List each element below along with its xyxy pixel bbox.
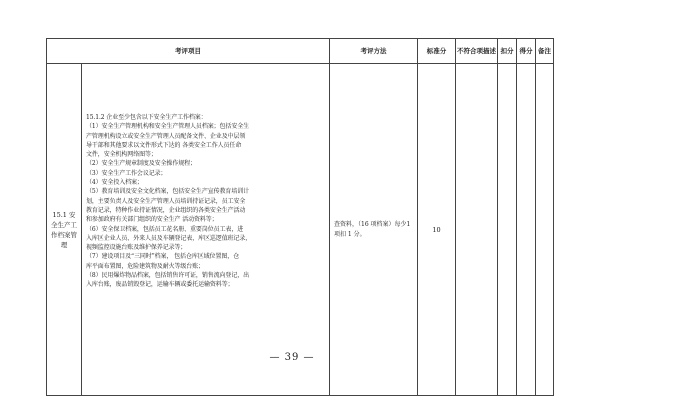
content-line: 和参加政府有关部门组织的安全生产 活动资料等； [86,216,218,224]
content-line: 教育记录，特种作业持证情况，企业组织的各类安全生产活动 [86,206,246,214]
assessment-table [46,38,554,396]
content-line: 导干部和其他要求以文件形式下达的 各类安全工作人员任命 [86,141,242,149]
sub-item-cell: 15.1 安全生产工作档案管理 [47,64,82,396]
content-line: （2）安全生产规章制度及安全操作规程； [86,160,196,168]
method-cell: 查资料，（16 项档案）每少1项扣 1 分。 [330,64,418,396]
table-row [47,64,554,396]
header-item: 考评项目 [47,39,330,64]
nonconforming-cell [456,64,498,396]
content-line: 入库台账，废品销毁登记，运输车辆或委托运输资料等； [86,281,234,289]
table-header-row [47,39,554,64]
content-cell [82,64,330,396]
content-line: 划，主要负责人及安全生产管理人员培训持证记录，员工安全 [86,197,246,205]
content-line: 15.1.2 企业至少包含以下安全生产工作档案： [86,114,207,121]
header-nonconforming: 不符合项描述 [456,39,498,64]
header-obtained: 得分 [517,39,536,64]
content-line: （3）安全生产工作会议记录； [86,169,167,177]
obtained-cell [517,64,536,396]
content-line: （5）教育培训及安全文化档案，包括安全生产宣传教育培训计 [86,188,250,196]
content-line: 入库区企业人员、外来人员及车辆登记表，库区巡逻值班记录， [86,234,252,242]
standard-score-cell: 10 [418,64,456,396]
header-remarks: 备注 [536,39,554,64]
content-line: （7）建设项目及“三同时”档案， 包括仓库区域位置图，仓 [86,253,240,261]
page-number: — 39 — [269,352,315,363]
content-line: （1）安全生产管理机构和安全生产管理人员档案；包括安全生 [86,123,250,131]
content-line: 文件，安全机构网络图等； [86,151,157,159]
remarks-cell [536,64,554,396]
header-standard-score: 标准分 [418,39,456,64]
content-line: （8）民用爆炸物品档案，包括销售许可证，销售流向登记，出 [86,272,250,280]
content-line: 库平面布置图，危险建筑物及耐火等级台账； [86,262,205,270]
deduct-cell [498,64,517,396]
header-deduct: 扣分 [498,39,517,64]
header-method: 考评方法 [330,39,418,64]
content-line: （4）安全投入档案； [86,179,143,187]
content-line: （6）安全保卫档案，包括员工花名册、重要岗位员工表，进 [86,225,244,233]
content-line: 视频监控设施台账及维护保养记录等； [86,244,187,252]
content-line: 产管理机构设立或安全生产管理人员配备文件、企业及中层领 [86,132,246,140]
